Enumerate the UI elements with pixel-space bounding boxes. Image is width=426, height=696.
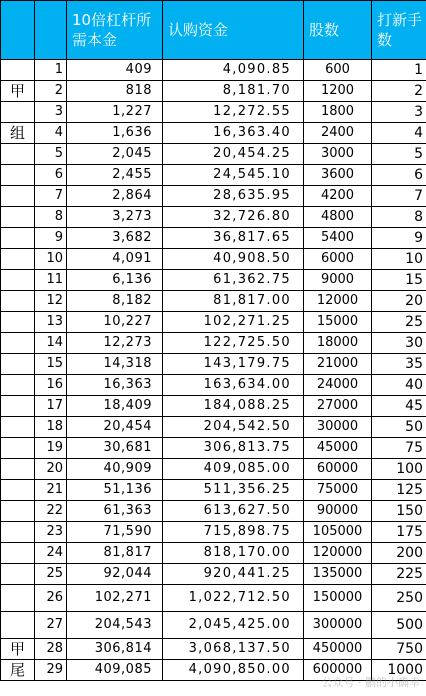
row-number-cell: 14 [35,333,67,354]
lots-cell: 30 [372,333,426,354]
table-row [1,228,426,249]
margin-cell: 81,817 [67,543,163,564]
margin-cell: 20,454 [67,417,163,438]
margin-cell: 409,085 [67,660,163,681]
lots-cell: 3 [372,102,426,123]
table-row [1,660,426,681]
margin-cell: 71,590 [67,522,163,543]
subscription-cell: 122,725.50 [163,333,304,354]
table-row [1,585,426,612]
group-cell [1,501,35,522]
row-number-cell: 26 [35,585,67,612]
subscription-cell: 36,817.65 [163,228,304,249]
table-row [1,639,426,660]
table-row [1,81,426,102]
subscription-cell: 184,088.25 [163,396,304,417]
table-row [1,312,426,333]
group-cell [1,207,35,228]
table-row [1,543,426,564]
table-row [1,207,426,228]
shares-cell: 30000 [304,417,372,438]
lots-cell: 40 [372,375,426,396]
table-row [1,375,426,396]
row-number-cell: 20 [35,459,67,480]
subscription-cell: 613,627.50 [163,501,304,522]
row-number-cell: 9 [35,228,67,249]
row-number-cell: 16 [35,375,67,396]
shares-cell: 24000 [304,375,372,396]
group-cell: 甲 [1,639,35,660]
lots-cell: 45 [372,396,426,417]
group-cell [1,270,35,291]
lots-cell: 9 [372,228,426,249]
row-number-cell: 18 [35,417,67,438]
lots-cell: 750 [372,639,426,660]
margin-cell: 2,455 [67,165,163,186]
lots-cell: 50 [372,417,426,438]
row-number-cell: 12 [35,291,67,312]
shares-cell: 2400 [304,123,372,144]
lots-cell: 2 [372,81,426,102]
table-row [1,522,426,543]
lots-cell: 100 [372,459,426,480]
shares-cell: 4800 [304,207,372,228]
shares-cell: 3600 [304,165,372,186]
watermark: 公众号 · 鹏的小确幸 [321,676,420,689]
lots-cell: 500 [372,612,426,639]
subscription-cell: 920,441.25 [163,564,304,585]
table-row [1,123,426,144]
row-number-cell: 1 [35,60,67,81]
margin-cell: 18,409 [67,396,163,417]
margin-cell: 204,543 [67,612,163,639]
lots-cell: 1000 [372,660,426,681]
group-cell [1,60,35,81]
table-row [1,612,426,639]
row-number-cell: 17 [35,396,67,417]
subscription-cell: 818,170.00 [163,543,304,564]
table-body [1,60,426,681]
subscription-cell: 24,545.10 [163,165,304,186]
table-row [1,102,426,123]
row-number-cell: 28 [35,639,67,660]
group-cell [1,612,35,639]
group-cell [1,438,35,459]
shares-cell: 3000 [304,144,372,165]
shares-cell: 75000 [304,480,372,501]
lots-cell: 75 [372,438,426,459]
margin-cell: 1,636 [67,123,163,144]
shares-cell: 12000 [304,291,372,312]
subscription-cell: 40,908.50 [163,249,304,270]
header-row [1,1,426,60]
header-subscription: 认购资金 [163,1,304,60]
table-row [1,480,426,501]
row-number-cell: 6 [35,165,67,186]
margin-cell: 6,136 [67,270,163,291]
shares-cell: 18000 [304,333,372,354]
shares-cell: 15000 [304,312,372,333]
row-number-cell: 13 [35,312,67,333]
group-cell [1,354,35,375]
shares-cell: 27000 [304,396,372,417]
row-number-cell: 4 [35,123,67,144]
margin-cell: 818 [67,81,163,102]
lots-cell: 10 [372,249,426,270]
subscription-cell: 28,635.95 [163,186,304,207]
shares-cell: 90000 [304,501,372,522]
margin-cell: 30,681 [67,438,163,459]
shares-cell: 21000 [304,354,372,375]
group-cell: 组 [1,123,35,144]
table-row [1,438,426,459]
table-row [1,396,426,417]
table-row [1,564,426,585]
lots-cell: 6 [372,165,426,186]
subscription-cell: 715,898.75 [163,522,304,543]
table-row [1,144,426,165]
subscription-cell: 204,542.50 [163,417,304,438]
shares-cell: 135000 [304,564,372,585]
row-number-cell: 19 [35,438,67,459]
margin-cell: 61,363 [67,501,163,522]
subscription-cell: 143,179.75 [163,354,304,375]
margin-cell: 51,136 [67,480,163,501]
table-row [1,165,426,186]
margin-cell: 16,363 [67,375,163,396]
header-lots: 打新手数 [372,1,426,60]
lots-cell: 125 [372,480,426,501]
row-number-cell: 7 [35,186,67,207]
row-number-cell: 8 [35,207,67,228]
margin-cell: 14,318 [67,354,163,375]
group-cell [1,585,35,612]
group-cell [1,249,35,270]
lots-cell: 225 [372,564,426,585]
lots-cell: 4 [372,123,426,144]
header-margin: 10倍杠杆所需本金 [67,1,163,60]
group-cell [1,459,35,480]
lots-cell: 150 [372,501,426,522]
shares-cell: 4200 [304,186,372,207]
group-cell [1,480,35,501]
table-row [1,459,426,480]
subscription-cell: 163,634.00 [163,375,304,396]
row-number-cell: 22 [35,501,67,522]
group-cell [1,312,35,333]
margin-cell: 40,909 [67,459,163,480]
subscription-cell: 1,022,712.50 [163,585,304,612]
row-number-cell: 10 [35,249,67,270]
margin-cell: 3,273 [67,207,163,228]
lots-cell: 175 [372,522,426,543]
shares-cell: 6000 [304,249,372,270]
margin-cell: 10,227 [67,312,163,333]
table-row [1,249,426,270]
margin-cell: 4,091 [67,249,163,270]
row-number-cell: 21 [35,480,67,501]
row-number-cell: 24 [35,543,67,564]
group-cell [1,102,35,123]
shares-cell: 60000 [304,459,372,480]
margin-cell: 2,864 [67,186,163,207]
lots-cell: 5 [372,144,426,165]
subscription-cell: 511,356.25 [163,480,304,501]
group-cell [1,228,35,249]
subscription-cell: 3,068,137.50 [163,639,304,660]
group-cell [1,186,35,207]
subscription-cell: 20,454.25 [163,144,304,165]
subscription-cell: 4,090.85 [163,60,304,81]
margin-cell: 102,271 [67,585,163,612]
lots-cell: 7 [372,186,426,207]
subscription-cell: 102,271.25 [163,312,304,333]
subscription-cell: 16,363.40 [163,123,304,144]
group-cell [1,564,35,585]
table-row [1,270,426,291]
group-cell [1,333,35,354]
table-row [1,501,426,522]
table-row [1,291,426,312]
shares-cell: 9000 [304,270,372,291]
group-cell: 甲 [1,81,35,102]
header-index [35,1,67,60]
shares-cell: 150000 [304,585,372,612]
margin-cell: 3,682 [67,228,163,249]
row-number-cell: 5 [35,144,67,165]
group-cell [1,165,35,186]
group-cell [1,522,35,543]
row-number-cell: 3 [35,102,67,123]
margin-cell: 92,044 [67,564,163,585]
margin-cell: 8,182 [67,291,163,312]
margin-cell: 2,045 [67,144,163,165]
lots-cell: 15 [372,270,426,291]
shares-cell: 105000 [304,522,372,543]
shares-cell: 300000 [304,612,372,639]
lots-cell: 35 [372,354,426,375]
group-cell [1,375,35,396]
table-row [1,354,426,375]
lots-cell: 200 [372,543,426,564]
table-row [1,60,426,81]
lots-cell: 25 [372,312,426,333]
lots-cell: 20 [372,291,426,312]
margin-cell: 1,227 [67,102,163,123]
shares-cell: 5400 [304,228,372,249]
group-cell [1,144,35,165]
lots-cell: 250 [372,585,426,612]
subscription-cell: 409,085.00 [163,459,304,480]
shares-cell: 600000 [304,660,372,681]
subscription-cell: 2,045,425.00 [163,612,304,639]
table-row [1,417,426,438]
subscription-cell: 81,817.00 [163,291,304,312]
subscription-cell: 8,181.70 [163,81,304,102]
group-cell [1,291,35,312]
subscription-cell: 12,272.55 [163,102,304,123]
group-cell: 尾 [1,660,35,681]
row-number-cell: 15 [35,354,67,375]
shares-cell: 45000 [304,438,372,459]
shares-cell: 120000 [304,543,372,564]
margin-cell: 306,814 [67,639,163,660]
table-row [1,333,426,354]
shares-cell: 600 [304,60,372,81]
shares-cell: 1200 [304,81,372,102]
margin-cell: 409 [67,60,163,81]
row-number-cell: 23 [35,522,67,543]
lots-cell: 8 [372,207,426,228]
header-group [1,1,35,60]
margin-cell: 12,273 [67,333,163,354]
subscription-cell: 61,362.75 [163,270,304,291]
subscription-cell: 306,813.75 [163,438,304,459]
row-number-cell: 25 [35,564,67,585]
group-cell [1,543,35,564]
row-number-cell: 29 [35,660,67,681]
lots-cell: 1 [372,60,426,81]
row-number-cell: 2 [35,81,67,102]
shares-cell: 1800 [304,102,372,123]
header-shares: 股数 [304,1,372,60]
subscription-cell: 32,726.80 [163,207,304,228]
shares-cell: 450000 [304,639,372,660]
row-number-cell: 11 [35,270,67,291]
group-cell [1,417,35,438]
subscription-cell: 4,090,850.00 [163,660,304,681]
row-number-cell: 27 [35,612,67,639]
group-cell [1,396,35,417]
table-row [1,186,426,207]
